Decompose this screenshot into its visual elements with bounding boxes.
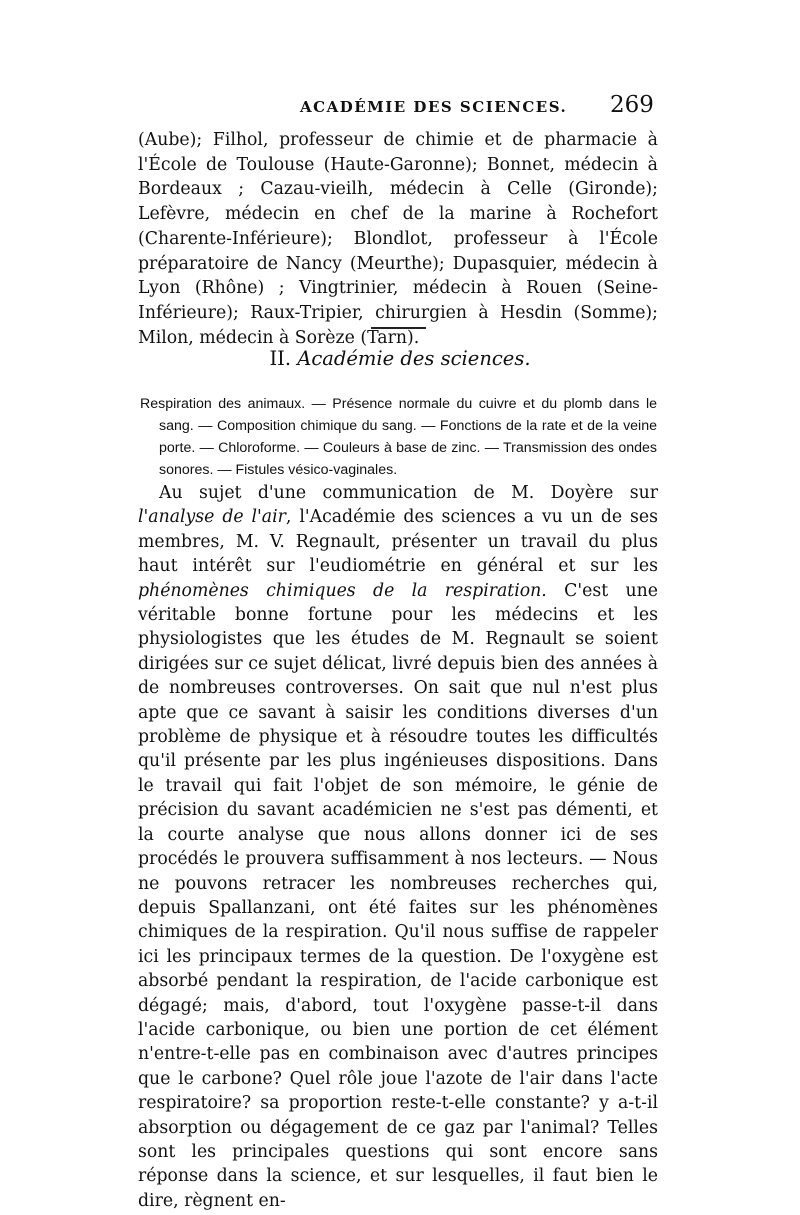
section-title: Académie des sciences. bbox=[297, 347, 531, 370]
body-text-block bbox=[138, 481, 658, 1213]
intro-paragraph: (Aube); Filhol, professeur de chimie et de pharmacie à l'École de Toulouse (Haute-Garonne); Bonnet, médecin à Bordeaux ; Cazau-vieilh, médecin à Celle (Gironde); Lefèvre, médecin en chef de la marine à Rochefort (Charente-Inférieure); Blondlot, professeur à l'École préparatoire de Nancy (Meurthe); Dupasquier, médecin à Lyon (Rhône) ; Vingtrinier, médecin à Rouen (Seine-Inférieure); Raux-Tripier, chirurgien à Hesdin (Somme); Milon, médecin à Sorèze (Tarn). bbox=[138, 130, 658, 348]
body-text-part: C'est une véritable bonne fortune pour les médecins et les physiologistes que les études de M. Regnault se soient dirigées sur ce sujet délicat, livré depuis bien des années à de nombreuses controverses. On sait que nul n'est plus apte que ce savant à saisir les conditions diverses d'un problème de physique et à résoudre toutes les difficultés qu'il présente par les plus ingénieuses dispositions. Dans le travail qui fait l'objet de son mémoire, le génie de précision du savant académicien ne s'est pas démenti, et la courte analyse que nous allons donner ici de ses procédés le prouvera suffisamment à nos lecteurs. — Nous ne pouvons retracer les nombreuses recherches qui, depuis Spallanzani, ont été faites sur les phénomènes chimiques de la respiration. Qu'il nous suffise de rappeler ici les principaux termes de la question. De l'oxygène est absorbé pendant la respiration, de l'acide carbonique est dégagé; mais, d'abord, tout l'oxygène passe-t-il dans l'acide carbonique, ou bien une portion de cet élément n'entre-t-elle pas en combinaison avec d'autres principes que le carbone? Quel rôle joue l'azote de l'air dans l'acte respiratoire? sa proportion reste-t-elle constante? y a-t-il absorption ou dégagement de ce gaz par l'animal? Telles sont les principales questions qui sont encore sans réponse dans la science, et sur lesquelles, il faut bien le dire, règnent en- bbox=[138, 580, 658, 1211]
section-number: II. bbox=[269, 347, 292, 370]
section-heading bbox=[0, 347, 800, 370]
body-text-part: Au sujet d'une communication de M. Doyère sur bbox=[159, 483, 658, 503]
running-title: ACADÉMIE DES SCIENCES. bbox=[300, 98, 568, 116]
body-emphasis: phénomènes chimiques de la respiration. bbox=[138, 580, 547, 601]
body-paragraph bbox=[138, 481, 658, 1213]
section-divider bbox=[371, 327, 426, 329]
body-emphasis: l'analyse de l'air bbox=[138, 507, 286, 528]
body-text-part: , l'Académie des sciences a vu un de ses membres, M. V. Regnault, présenter un travail du plus haut intérêt sur l'eudiométrie en général et sur les bbox=[138, 507, 658, 577]
section-summary-block bbox=[140, 393, 657, 481]
running-head bbox=[0, 88, 800, 128]
intro-paragraph-block bbox=[138, 128, 658, 350]
page-number: 269 bbox=[610, 92, 654, 118]
section-summary: Respiration des animaux. — Présence normale du cuivre et du plomb dans le sang. — Composition chimique du sang. — Fonctions de la rate et de la veine porte. — Chloroforme. — Couleurs à base de zinc. — Transmission des ondes sonores. — Fistules vésico-vaginales. bbox=[140, 396, 657, 478]
